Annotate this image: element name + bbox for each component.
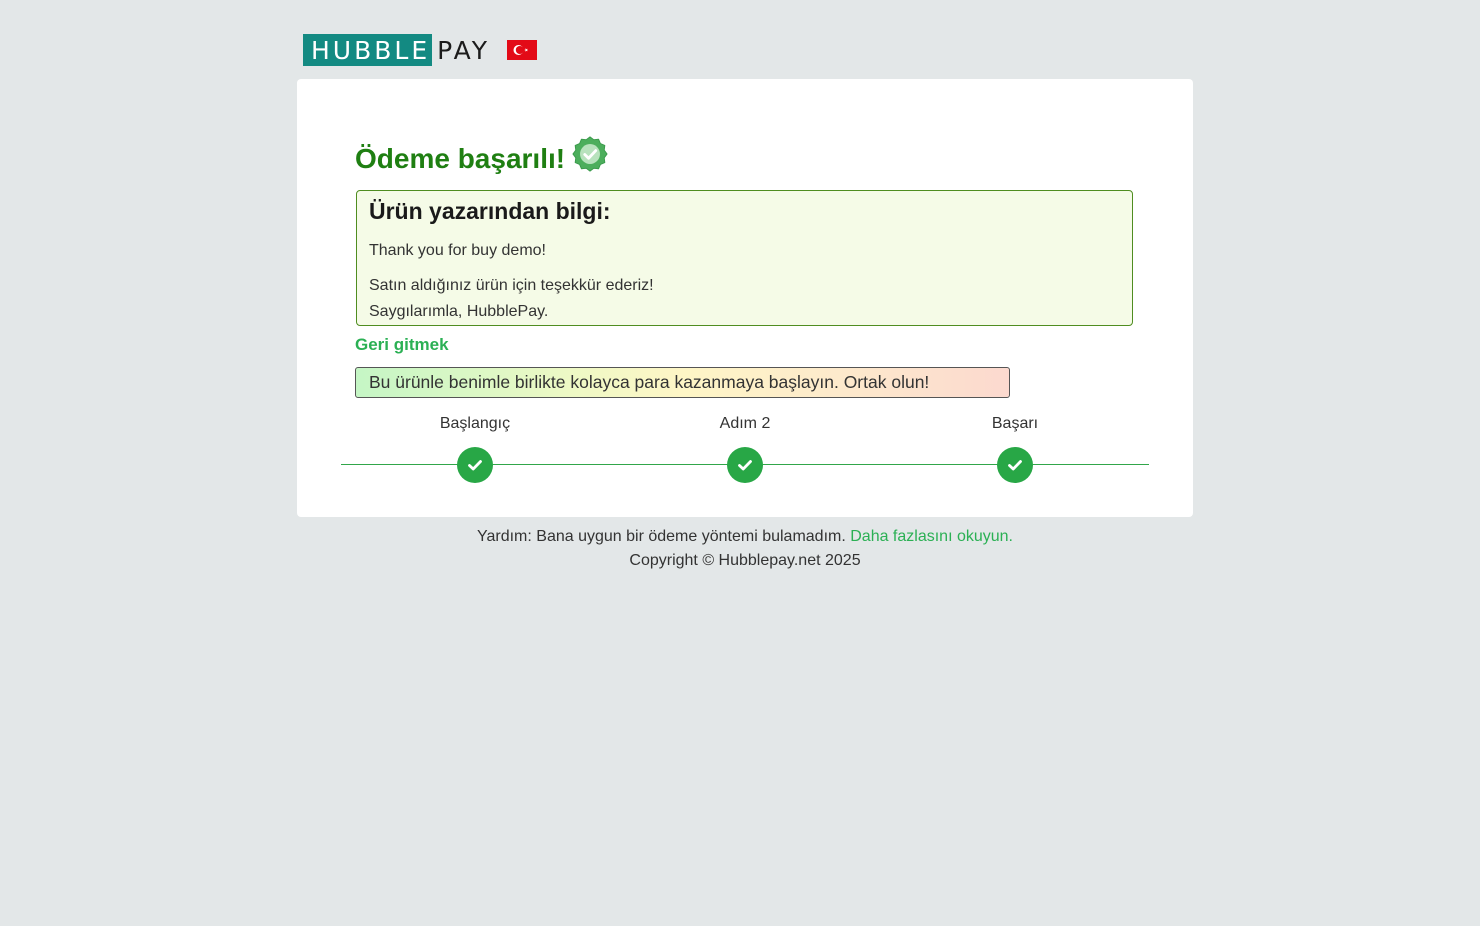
step-2 <box>665 409 825 483</box>
info-heading: Ürün yazarından bilgi: <box>369 198 611 224</box>
step-label: Başlangıç <box>439 415 511 432</box>
step-label: Başarı <box>991 415 1039 432</box>
partner-program-banner[interactable]: Bu ürünle benimle birlikte kolayca para kazanmaya başlayın. Ortak olun! <box>355 367 1010 398</box>
step-check-icon <box>997 447 1033 483</box>
copyright-text: Copyright © Hubblepay.net 2025 <box>629 552 861 569</box>
help-text: Yardım: Bana uygun bir ödeme yöntemi bulamadım. <box>477 528 846 545</box>
turkey-flag-icon[interactable] <box>507 40 537 60</box>
hubblepay-logo[interactable] <box>303 34 490 66</box>
go-back-link[interactable]: Geri gitmek <box>355 335 449 354</box>
footer <box>297 525 1193 573</box>
seller-info-box <box>356 190 1133 326</box>
info-message-line: Saygılarımla, HubblePay. <box>369 303 549 320</box>
verified-badge-icon <box>571 135 609 173</box>
step-start <box>395 409 555 483</box>
progress-steps <box>341 409 1149 489</box>
step-check-icon <box>727 447 763 483</box>
title-row <box>355 135 609 177</box>
step-label: Adım 2 <box>719 415 771 432</box>
page-title: Ödeme başarılı! <box>355 143 566 174</box>
logo-hubble-text: HUBBLE <box>303 34 432 66</box>
help-row <box>297 525 1193 549</box>
header <box>303 34 537 66</box>
info-message-line: Thank you for buy demo! <box>369 242 546 259</box>
payment-result-card <box>297 79 1193 517</box>
step-check-icon <box>457 447 493 483</box>
info-message-line: Satın aldığınız ürün için teşekkür ederiz! <box>369 277 654 294</box>
read-more-link[interactable]: Daha fazlasını okuyun. <box>850 528 1013 545</box>
step-success <box>935 409 1095 483</box>
logo-pay-text: PAY <box>437 35 491 65</box>
